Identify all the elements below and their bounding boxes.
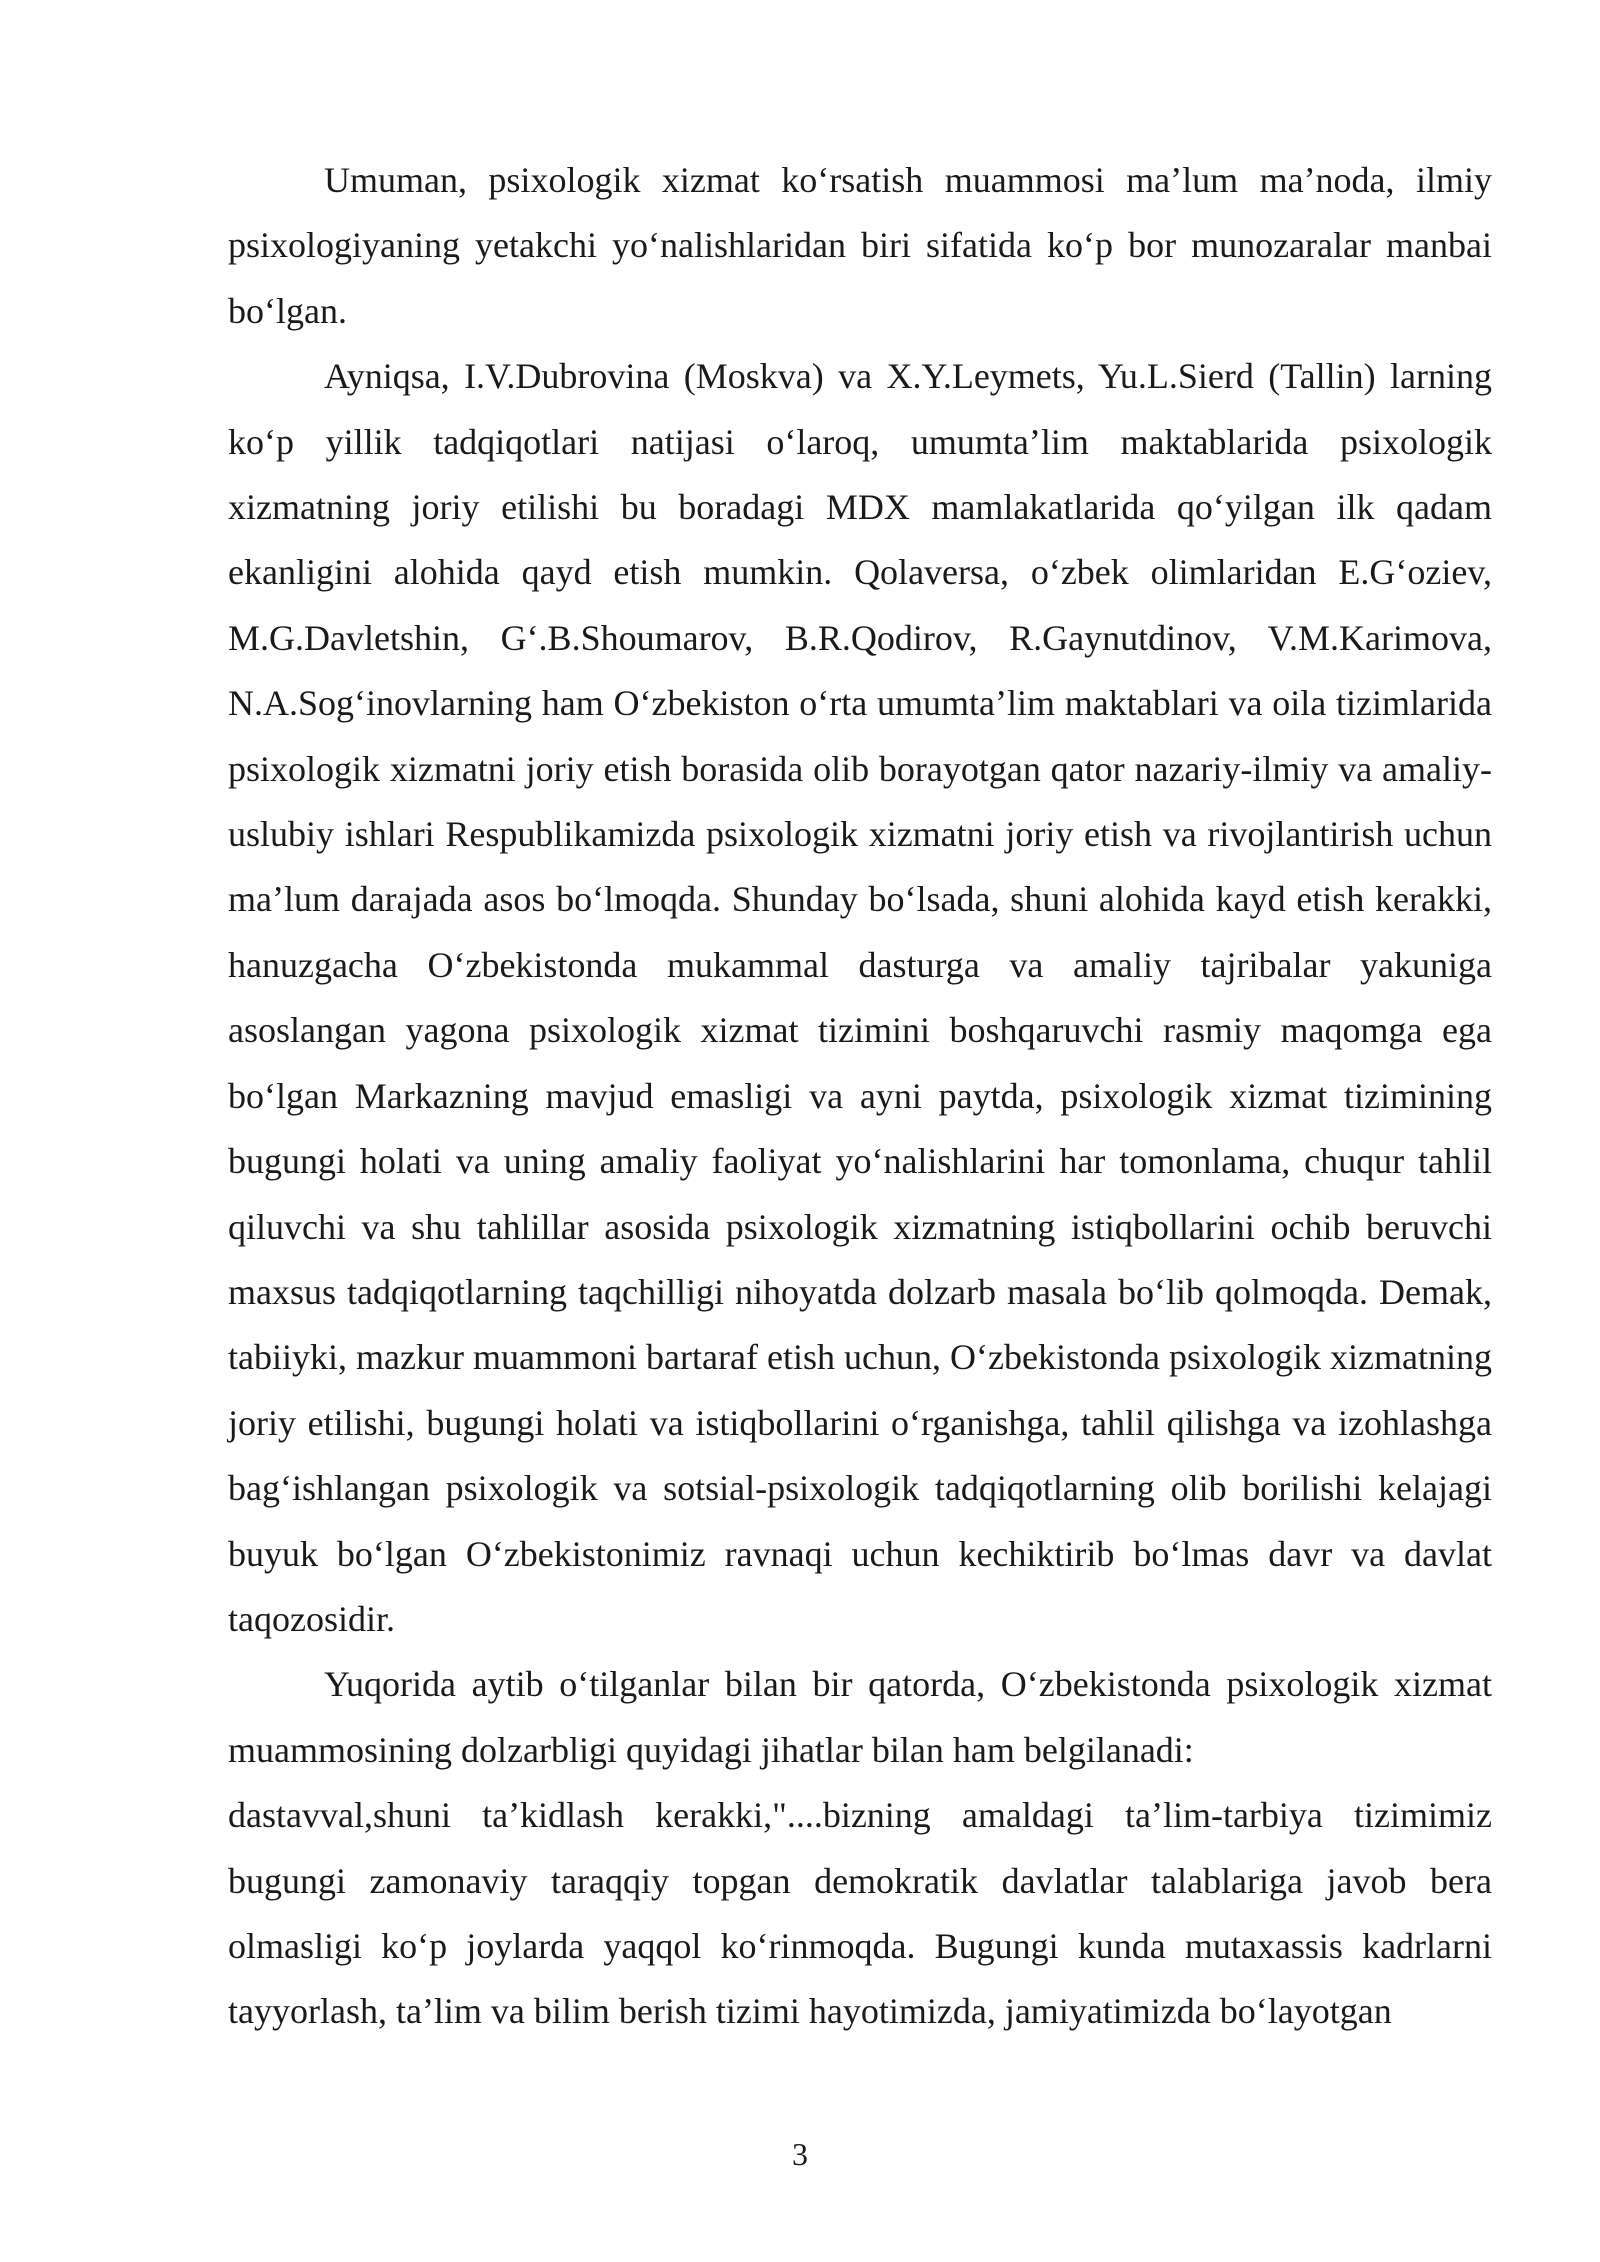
page-number: 3 — [792, 2136, 808, 2172]
paragraph-firstly: dastavval,shuni taʼkidlash kerakki,"....bizning amaldagi taʼlim-tarbiya tizimimiz bugungi zamonaviy taraqqiy topgan demokratik davlatlar talablariga javob bera olmasligi koʻp joylarda yaqqol koʻrinmoqda. Bugungi kunda mutaxassis kadrlarni tayyorlash, taʼlim va bilim berish tizimi hayotimizda, jamiyatimizda boʻlayotgan — [228, 1795, 1492, 2032]
paragraph-relevance: Yuqorida aytib oʻtilganlar bilan bir qatorda, Oʻzbekistonda psixologik xizmat muammosining dolzarbligi quyidagi jihatlar bilan ham belgilanadi: — [228, 1664, 1492, 1770]
body-text — [228, 148, 1492, 2045]
paragraph-researchers: Ayniqsa, I.V.Dubrovina (Moskva) va X.Y.Leymets, Yu.L.Sierd (Tallin) larning koʻp yillik tadqiqotlari natijasi oʻlaroq, umumtaʼlim maktablarida psixologik xizmatning joriy etilishi bu boradagi MDX mamlakatlarida qoʻyilgan ilk qadam ekanligini alohida qayd etish mumkin. Qolaversa, oʻzbek olimlaridan E.Gʻoziev, M.G.Davletshin, Gʻ.B.Shoumarov, B.R.Qodirov, R.Gaynutdinov, V.M.Karimova, N.A.Sogʻinovlarning ham Oʻzbekiston oʻrta umumtaʼlim maktablari va oila tizimlarida psixologik xizmatni joriy etish borasida olib borayotgan qator nazariy-ilmiy va amaliy-uslubiy ishlari Respublikamizda psixologik xizmatni joriy etish va rivojlantirish uchun maʼlum darajada asos boʻlmoqda. Shunday boʻlsada, shuni alohida kayd etish kerakki, hanuzgacha Oʻzbekistonda mukammal dasturga va amaliy tajribalar yakuniga asoslangan yagona psixologik xizmat tizimini boshqaruvchi rasmiy maqomga ega boʻlgan Markazning mavjud emasligi va ayni paytda, psixologik xizmat tizimining bugungi holati va uning amaliy faoliyat yoʻnalishlarini har tomonlama, chuqur tahlil qiluvchi va shu tahlillar asosida psixologik xizmatning istiqbollarini ochib beruvchi maxsus tadqiqotlarning taqchilligi nihoyatda dolzarb masala boʻlib qolmoqda. Demak, tabiiyki, mazkur muammoni bartaraf etish uchun, Oʻzbekistonda psixologik xizmatning joriy etilishi, bugungi holati va istiqbollarini oʻrganishga, tahlil qilishga va izohlashga bagʻishlangan psixologik va sotsial-psixologik tadqiqotlarning olib borilishi kelajagi buyuk boʻlgan Oʻzbekistonimiz ravnaqi uchun kechiktirib boʻlmas davr va davlat taqozosidir. — [228, 356, 1492, 1639]
paragraph-intro: Umuman, psixologik xizmat koʻrsatish muammosi maʼlum maʼnoda, ilmiy psixologiyaning yetakchi yoʻnalishlaridan biri sifatida koʻp bor munozaralar manbai boʻlgan. — [228, 160, 1492, 331]
